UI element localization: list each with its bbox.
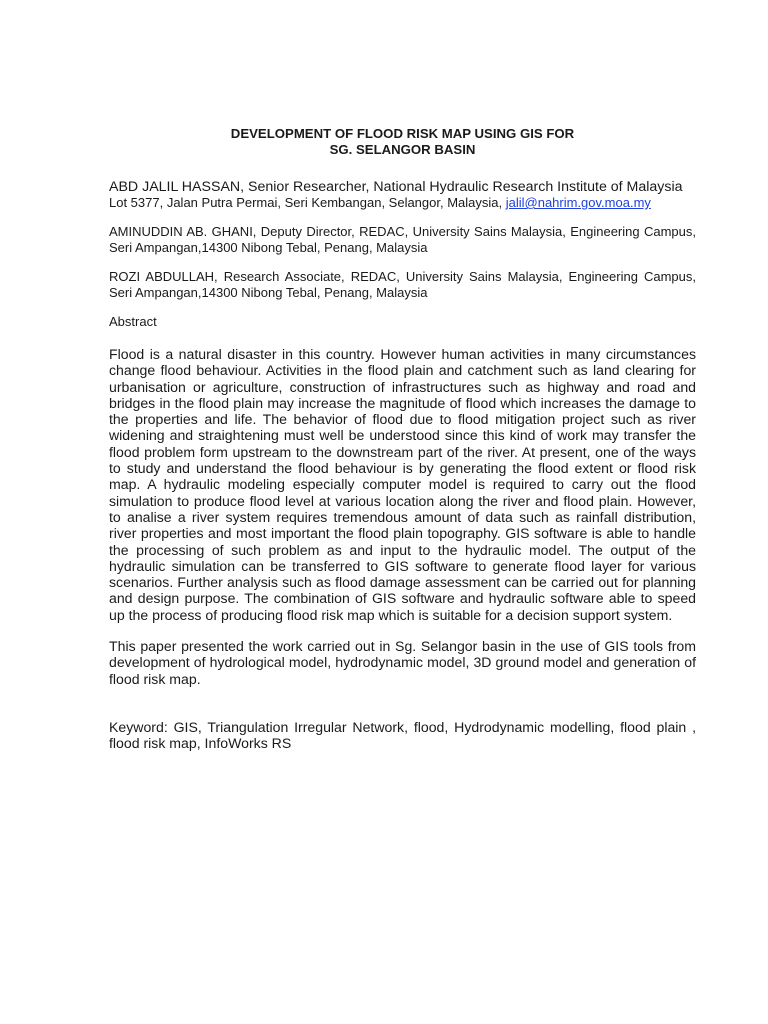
author-1-email-link[interactable]: jalil@nahrim.gov.moa.my xyxy=(505,195,651,210)
title-line-2: SG. SELANGOR BASIN xyxy=(329,142,476,157)
author-1-address: Lot 5377, Jalan Putra Permai, Seri Kembangan, Selangor, Malaysia, xyxy=(109,195,506,210)
author-block-2: AMINUDDIN AB. GHANI, Deputy Director, REDAC, University Sains Malaysia, Engineering Campus, Seri Ampangan,14300 Nibong Tebal, Penang, Malaysia xyxy=(109,224,696,255)
paper-page xyxy=(109,126,696,752)
title-line-1: DEVELOPMENT OF FLOOD RISK MAP USING GIS FOR xyxy=(230,126,575,141)
author-1-name-line xyxy=(109,179,696,195)
author-1-name: ABD JALIL HASSAN, xyxy=(109,179,245,195)
abstract-paragraph-2: This paper presented the work carried out in Sg. Selangor basin in the use of GIS tools from development of hydrological model, hydrodynamic model, 3D ground model and generation of flood risk map. xyxy=(109,638,696,687)
author-1-affiliation: Senior Researcher, National Hydraulic Research Institute of Malaysia xyxy=(244,179,683,195)
author-1-address-line xyxy=(109,195,696,211)
abstract-paragraph-1: Flood is a natural disaster in this country. However human activities in many circumstances change flood behaviour. Activities in the flood plain and catchment such as land clearing for urbanisation or agriculture, construction of infrastructures such as highway and road and bridges in the flood plain may increase the magnitude of flood which increases the damage to the properties and life. The behavior of flood due to flood mitigation project such as river widening and straightening must well be understood since this kind of work may transfer the flood problem form upstream to the downstream part of the river. At present, one of the ways to study and understand the flood behaviour is by generating the flood extent or flood risk map. A hydraulic modeling especially computer model is required to carry out the flood simulation to produce flood level at various location along the river and flood plain. However, to analise a river system requires tremendous amount of data such as rainfall distribution, river properties and most important the flood plain topography. GIS software is able to handle the processing of such problem as and input to the hydraulic model. The output of the hydraulic simulation can be transferred to GIS software to generate flood layer for various scenarios. Further analysis such as flood damage assessment can be carried out for planning and design purpose. The combination of GIS software and hydraulic software able to speed up the process of producing flood risk map which is suitable for a decision support system. xyxy=(109,346,696,623)
author-block-3: ROZI ABDULLAH, Research Associate, REDAC, University Sains Malaysia, Engineering Campus, Seri Ampangan,14300 Nibong Tebal, Penang, Malaysia xyxy=(109,269,696,300)
abstract-heading: Abstract xyxy=(109,314,157,329)
paper-title xyxy=(109,126,696,158)
author-block-1 xyxy=(109,179,696,211)
keywords-paragraph: Keyword: GIS, Triangulation Irregular Network, flood, Hydrodynamic modelling, flood plain , flood risk map, InfoWorks RS xyxy=(109,718,696,752)
